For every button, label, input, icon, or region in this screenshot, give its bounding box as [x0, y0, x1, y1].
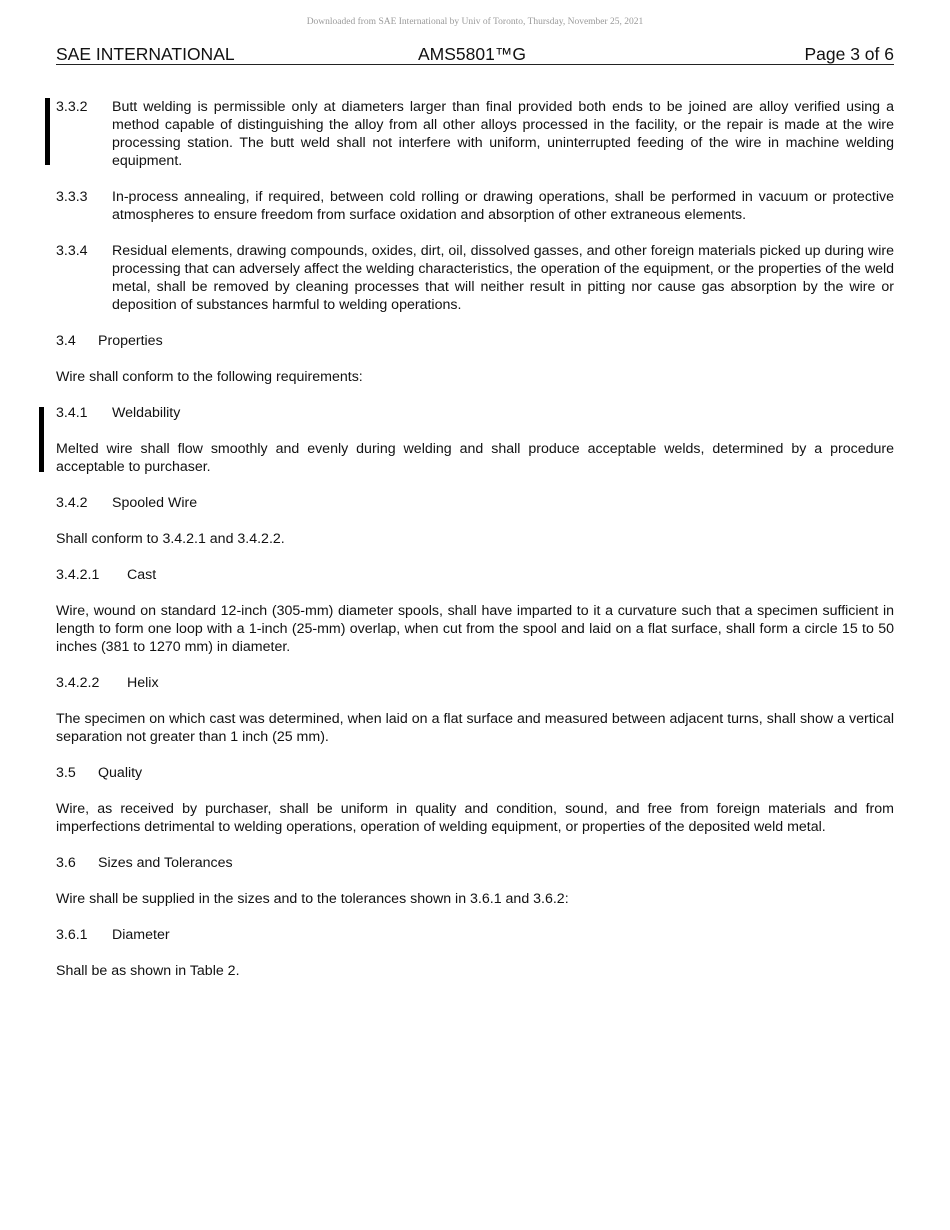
section-number: 3.4.2.2	[56, 675, 100, 691]
revision-bar	[45, 98, 50, 165]
section-3-4-2-text: Shall conform to 3.4.2.1 and 3.4.2.2.	[56, 531, 285, 547]
section-number: 3.3.3	[56, 189, 88, 205]
page-header	[56, 44, 894, 65]
section-title: Quality	[98, 765, 143, 781]
heading-3-4-2-2	[56, 674, 894, 692]
section-title: Weldability	[112, 405, 181, 421]
section-number: 3.5	[56, 765, 76, 781]
header-doc-id: AMS5801™G	[418, 44, 526, 64]
section-title: Diameter	[112, 927, 170, 943]
section-3-6-text: Wire shall be supplied in the sizes and to the tolerances shown in 3.6.1 and 3.6.2:	[56, 891, 569, 907]
heading-3-4	[56, 332, 894, 350]
heading-3-6-1	[56, 926, 894, 944]
section-number: 3.4.2	[56, 495, 88, 511]
section-number: 3.6.1	[56, 927, 88, 943]
heading-3-5	[56, 764, 894, 782]
section-number: 3.4.1	[56, 405, 88, 421]
section-number: 3.4.2.1	[56, 567, 100, 583]
header-org: SAE INTERNATIONAL	[56, 44, 235, 64]
header-page-number: Page 3 of 6	[804, 44, 894, 64]
section-3-4-2-2-text: The specimen on which cast was determined, when laid on a flat surface and measured between adjacent turns, shall show a vertical separation not greater than 1 inch (25 mm).	[56, 711, 894, 745]
section-3-4-1-text: Melted wire shall flow smoothly and evenly during welding and shall produce acceptable welds, determined by a procedure acceptable to purchaser.	[56, 441, 894, 475]
heading-3-4-2	[56, 494, 894, 512]
section-title: Spooled Wire	[112, 495, 198, 511]
section-3-6-1-text: Shall be as shown in Table 2.	[56, 963, 240, 979]
section-number: 3.6	[56, 855, 76, 871]
section-text: Butt welding is permissible only at diameters larger than final provided both ends to be joined are alloy verified using a method capable of distinguishing the alloy from all other alloys processed in the facility, or the repair is made at the wire processing station. The butt weld shall not interfere with uniform, uninterrupted feeding of the wire in machine welding equipment.	[112, 99, 894, 169]
heading-3-4-2-1	[56, 566, 894, 584]
section-3-3-2	[56, 98, 894, 170]
section-number: 3.3.2	[56, 99, 88, 115]
heading-3-4-1	[56, 404, 894, 422]
section-title: Helix	[127, 675, 159, 691]
download-watermark: Downloaded from SAE International by Univ of Toronto, Thursday, November 25, 2021	[306, 17, 644, 27]
section-title: Properties	[98, 333, 163, 349]
section-text: Residual elements, drawing compounds, oxides, dirt, oil, dissolved gasses, and other foreign materials picked up during wire processing that can adversely affect the welding characteristics, the operation of the equipment, or the properties of the weld metal, shall be removed by cleaning processes that will neither result in pitting nor cause gas absorption by the wire or deposition of substances harmful to welding operations.	[112, 243, 894, 313]
section-3-4-text: Wire shall conform to the following requirements:	[56, 369, 363, 385]
section-3-4-2-1-text: Wire, wound on standard 12-inch (305-mm) diameter spools, shall have imparted to it a curvature such that a specimen sufficient in length to form one loop with a 1-inch (25-mm) overlap, when cut from the spool and laid on a flat surface, shall form a circle 15 to 50 inches (381 to 1270 mm) in diameter.	[56, 603, 894, 655]
section-number: 3.4	[56, 333, 76, 349]
section-3-5-text: Wire, as received by purchaser, shall be uniform in quality and condition, sound, and free from foreign materials and from imperfections detrimental to welding operations, operation of welding equipment, or properties of the deposited weld metal.	[56, 801, 894, 835]
section-3-3-4	[56, 242, 894, 314]
heading-3-6	[56, 854, 894, 872]
section-title: Cast	[127, 567, 157, 583]
section-3-3-3	[56, 188, 894, 224]
section-text: In-process annealing, if required, between cold rolling or drawing operations, shall be performed in vacuum or protective atmospheres to ensure freedom from surface oxidation and absorption of other extraneous elements.	[112, 189, 894, 223]
section-title: Sizes and Tolerances	[98, 855, 233, 871]
document-body	[56, 98, 894, 998]
revision-bar	[39, 407, 44, 472]
section-number: 3.3.4	[56, 243, 88, 259]
